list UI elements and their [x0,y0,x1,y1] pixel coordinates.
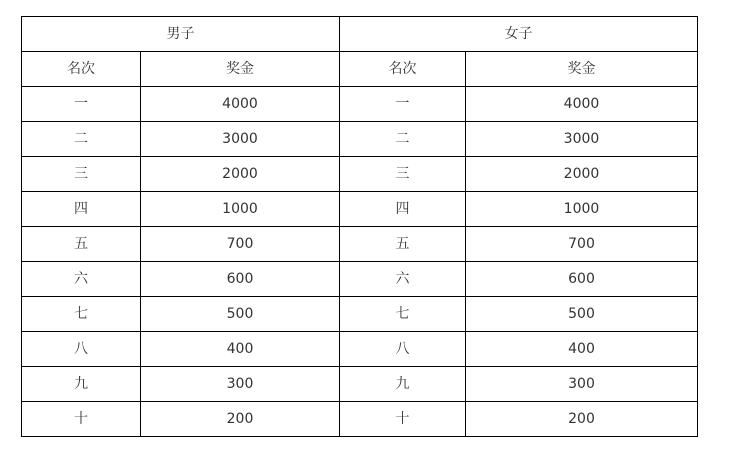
women-prize-cell: 400 [466,332,698,367]
table-body [22,17,698,437]
table-row [22,87,698,122]
women-prize-cell: 3000 [466,122,698,157]
women-rank-cell: 八 [340,332,466,367]
women-rank-cell: 十 [340,402,466,437]
men-prize-cell: 4000 [141,87,340,122]
table-row [22,227,698,262]
column-header-row [22,52,698,87]
women-prize-cell: 600 [466,262,698,297]
men-rank-cell: 一 [22,87,141,122]
table-row [22,402,698,437]
men-rank-cell: 五 [22,227,141,262]
men-prize-cell: 300 [141,367,340,402]
men-prize-cell: 500 [141,297,340,332]
group-header-men: 男子 [22,17,340,52]
women-prize-cell: 500 [466,297,698,332]
men-prize-cell: 3000 [141,122,340,157]
men-prize-cell: 1000 [141,192,340,227]
table-row [22,192,698,227]
table-row [22,332,698,367]
men-prize-cell: 700 [141,227,340,262]
men-rank-cell: 八 [22,332,141,367]
women-rank-cell: 一 [340,87,466,122]
men-prize-cell: 2000 [141,157,340,192]
women-rank-cell: 四 [340,192,466,227]
table-row [22,297,698,332]
men-rank-cell: 九 [22,367,141,402]
women-prize-cell: 200 [466,402,698,437]
women-prize-cell: 300 [466,367,698,402]
women-rank-cell: 七 [340,297,466,332]
women-prize-cell: 700 [466,227,698,262]
table-row [22,367,698,402]
men-rank-cell: 四 [22,192,141,227]
women-rank-cell: 二 [340,122,466,157]
group-header-women: 女子 [340,17,698,52]
group-header-row [22,17,698,52]
column-header-women-rank: 名次 [340,52,466,87]
column-header-men-prize: 奖金 [141,52,340,87]
prize-table [21,16,698,437]
women-rank-cell: 六 [340,262,466,297]
women-prize-cell: 4000 [466,87,698,122]
men-rank-cell: 二 [22,122,141,157]
men-rank-cell: 六 [22,262,141,297]
women-rank-cell: 三 [340,157,466,192]
women-rank-cell: 五 [340,227,466,262]
table-row [22,262,698,297]
column-header-men-rank: 名次 [22,52,141,87]
women-prize-cell: 2000 [466,157,698,192]
men-prize-cell: 200 [141,402,340,437]
table-row [22,157,698,192]
women-prize-cell: 1000 [466,192,698,227]
men-rank-cell: 七 [22,297,141,332]
men-rank-cell: 十 [22,402,141,437]
women-rank-cell: 九 [340,367,466,402]
table-row [22,122,698,157]
column-header-women-prize: 奖金 [466,52,698,87]
men-rank-cell: 三 [22,157,141,192]
men-prize-cell: 400 [141,332,340,367]
men-prize-cell: 600 [141,262,340,297]
